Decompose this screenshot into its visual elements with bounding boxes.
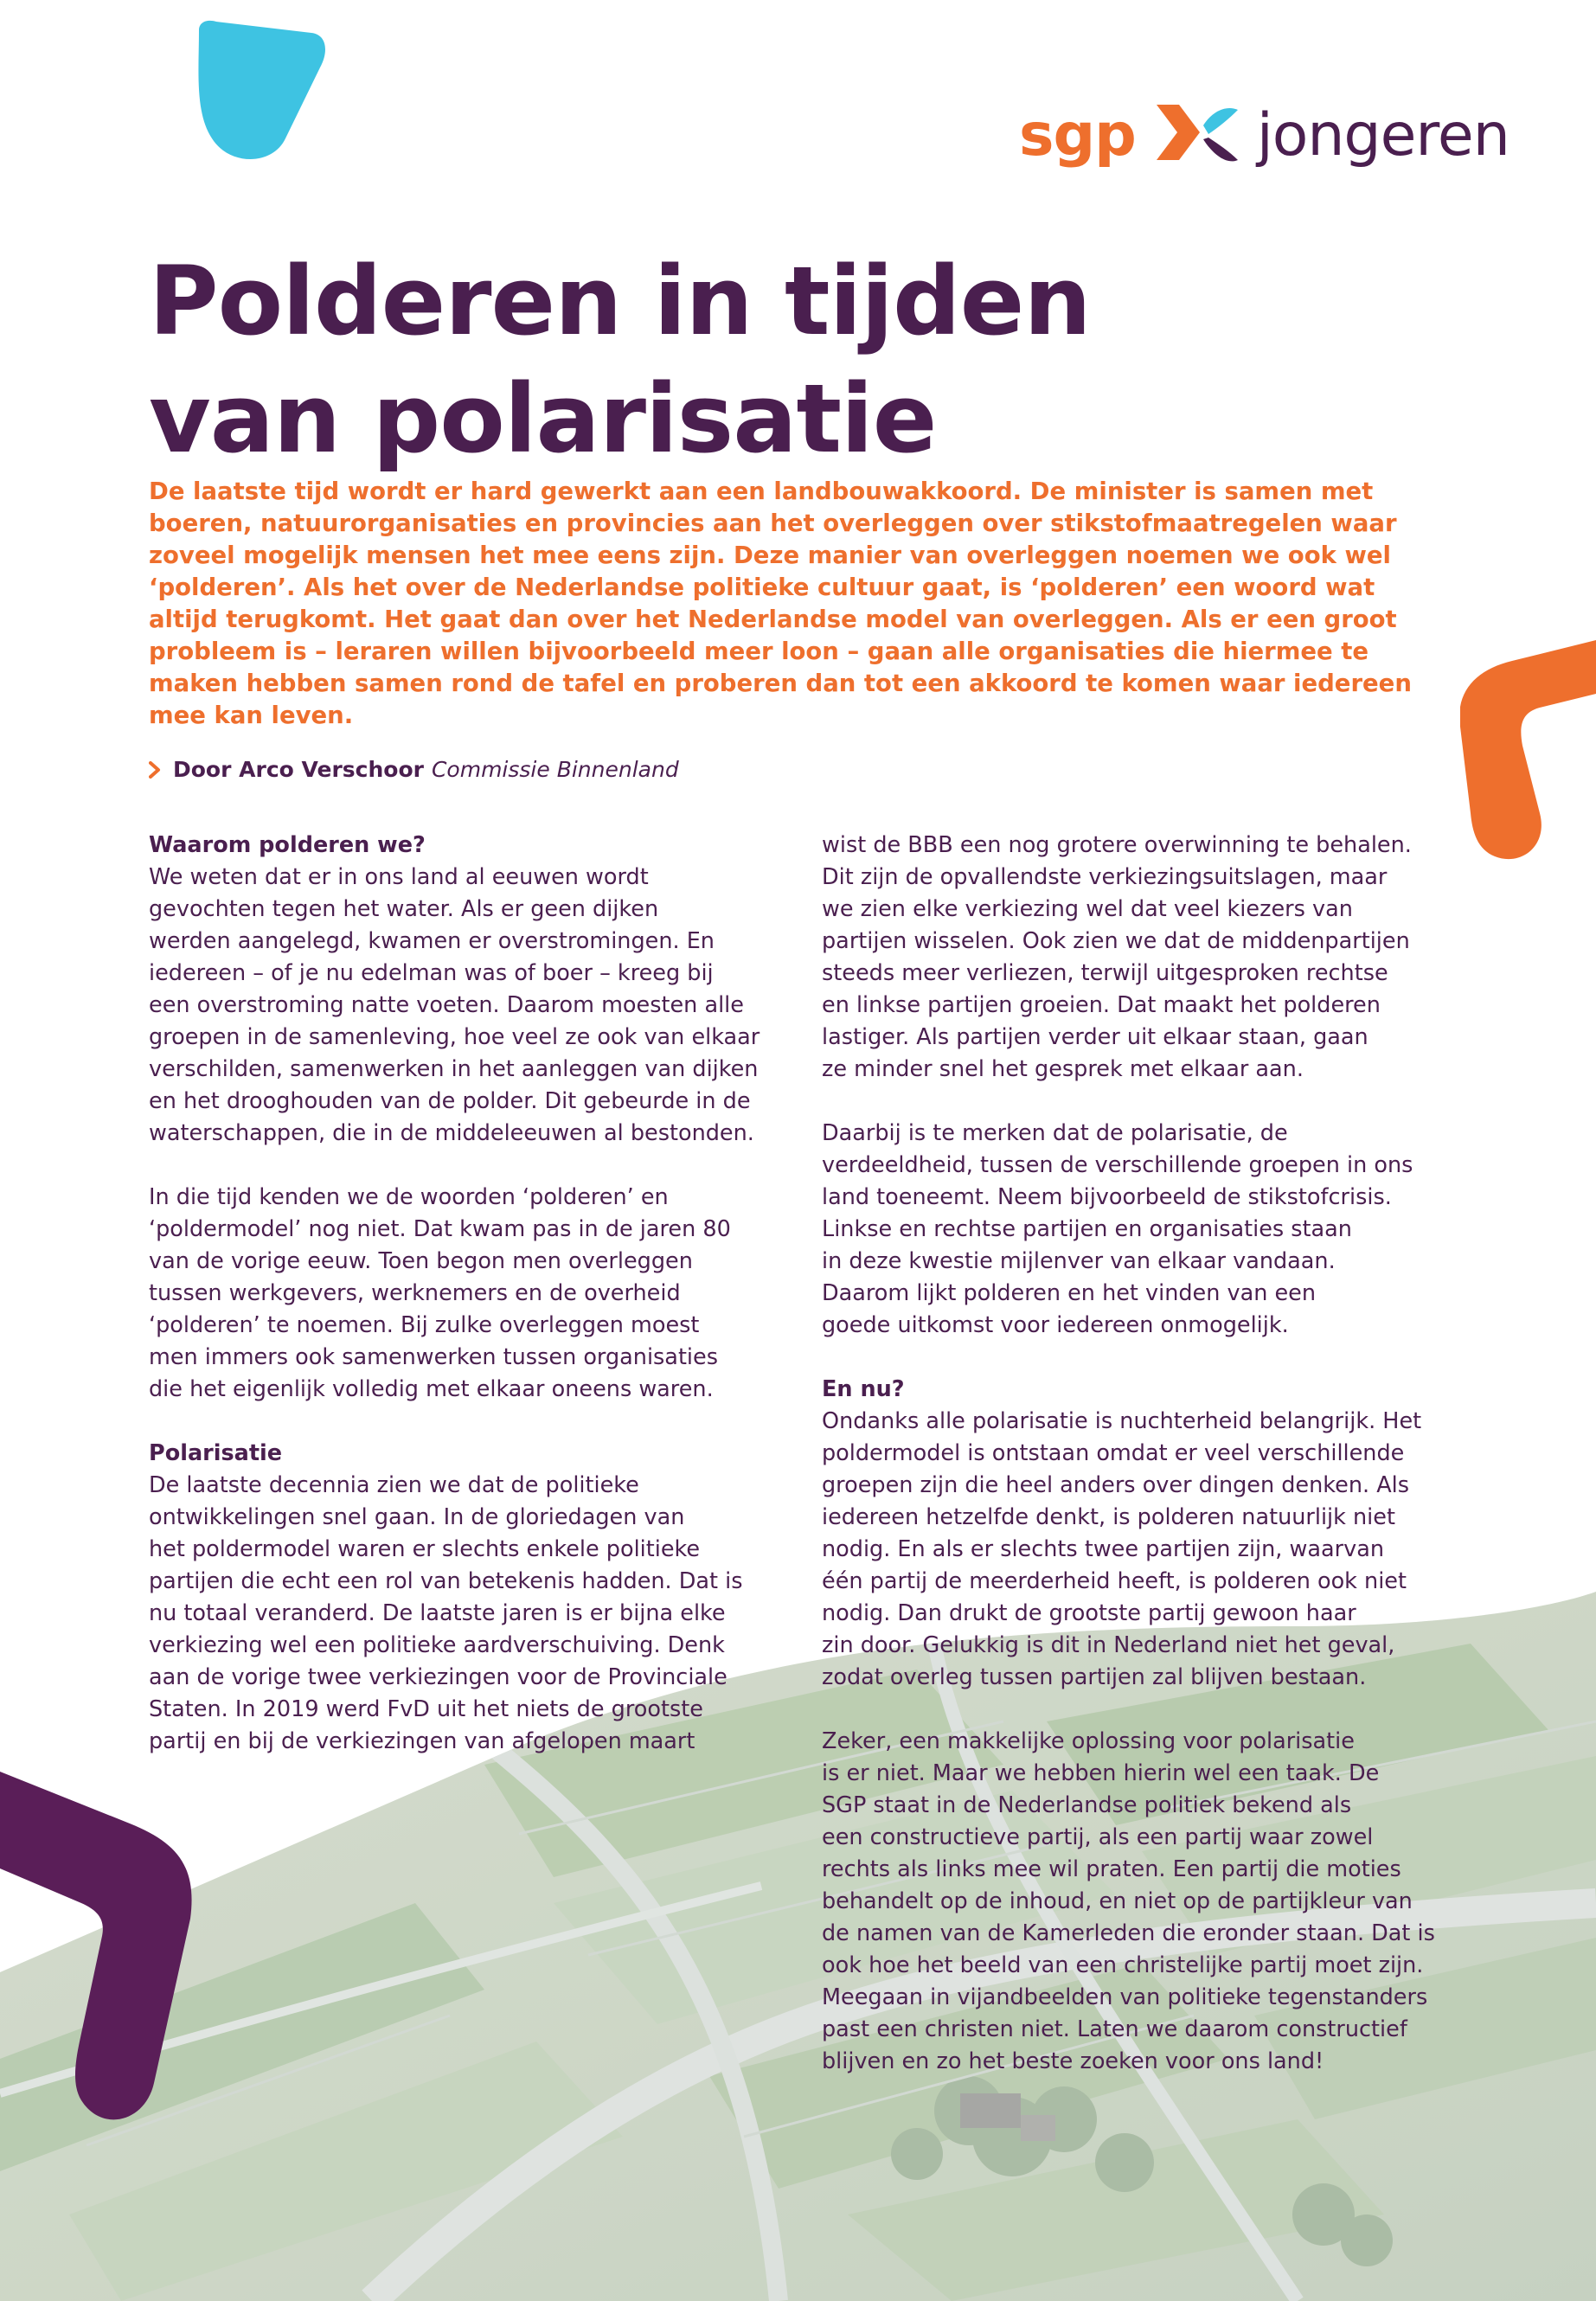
- body-column-left: [149, 830, 806, 1790]
- article-title: [149, 242, 1273, 478]
- paragraph: We weten dat er in ons land al eeuwen wordt gevochten tegen het water. Als er geen dijken werden aangelegd, kwamen er overstromingen. En iedereen – of je nu edelman was of boer – kreeg bij een overstroming natte voeten. Daarom moesten alle groepen in de samenleving, hoe veel ze ook van elkaar verschilden, samenwerken in het aanleggen van dijken en het drooghouden van de polder. Dit gebeurde in de waterschappen, die in de middeleeuwen al bestonden.: [149, 864, 760, 1146]
- paragraph: wist de BBB een nog grotere overwinning te behalen. Dit zijn de opvallendste verkiezingsuitslagen, maar we zien elke verkiezing wel dat veel kiezers van partijen wisselen. Ook zien we dat de middenpartijen steeds meer verliezen, terwijl uitgesproken rechtse en linkse partijen groeien. Dat maakt het polderen lastiger. Als partijen verder uit elkaar staan, gaan ze minder snel het gesprek met elkaar aan.: [822, 832, 1412, 1082]
- chevron-right-icon: [149, 761, 161, 779]
- sgp-jongeren-logo[interactable]: [1019, 97, 1509, 175]
- logo-name-text: jongeren: [1256, 101, 1509, 170]
- section-heading-waarom: Waarom polderen we?: [149, 832, 426, 858]
- paragraph: Zeker, een makkelijke oplossing voor polarisatie is er niet. Maar we hebben hierin wel een taak. De SGP staat in de Nederlandse politiek bekend als een constructieve partij, als een partij waar zowel rechts als links mee wil praten. Een partij die moties behandelt op de inhoud, en niet op de partijkleur van de namen van de Kamerleden die eronder staan. Dat is ook hoe het beeld van een christelijke partij moet zijn. Meegaan in vijandbeelden van politieke tegenstanders past een christen niet. Laten we daarom constructief blijven en zo het beste zoeken voor ons land!: [822, 1728, 1435, 2074]
- article-title-line-1: Polderen in tijden: [149, 246, 1091, 356]
- section-heading-polarisatie: Polarisatie: [149, 1440, 283, 1466]
- purple-decorative-shape: [0, 1772, 195, 2126]
- article-intro: De laatste tijd wordt er hard gewerkt aan een landbouwakkoord. De minister is samen met boeren, natuurorganisaties en provincies aan het overleggen over stikstofmaatregelen waar zoveel mogelijk mensen het mee eens zijn. Deze manier van overleggen noemen we ook wel ‘polderen’. Als het over de Nederlandse politieke cultuur gaat, is ‘polderen’ een woord wat altijd terugkomt. Het gaat dan over het Nederlandse model van overleggen. Als er een groot probleem is – leraren willen bijvoorbeeld meer loon – gaan alle organisaties die hiermee te maken hebben samen rond de tafel en proberen dan tot een akkoord te komen waar iedereen mee kan leven.: [149, 478, 1412, 729]
- body-column-right: [822, 830, 1479, 2110]
- cyan-decorative-shape: [190, 17, 329, 160]
- byline-author: Door Arco Verschoor: [173, 757, 424, 782]
- sgp-cross-mark-icon: [1155, 99, 1241, 172]
- orange-decorative-shape: [1460, 640, 1596, 865]
- logo-brand-text: sgp: [1019, 101, 1136, 170]
- paragraph: Ondanks alle polarisatie is nuchterheid belangrijk. Het poldermodel is ontstaan omdat er veel verschillende groepen zijn die heel anders over dingen denken. Als iedereen hetzelfde denkt, is polderen natuurlijk niet nodig. En als er slechts twee partijen zijn, waarvan één partij de meerderheid heeft, is polderen ook niet nodig. Dan drukt de grootste partij gewoon haar zin door. Gelukkig is dit in Nederland niet het geval, zodat overleg tussen partijen zal blijven bestaan.: [822, 1408, 1422, 1690]
- paragraph: In die tijd kenden we de woorden ‘polderen’ en ‘poldermodel’ nog niet. Dat kwam pas in de jaren 80 van de vorige eeuw. Toen begon men overleggen tussen werkgevers, werknemers en de overheid ‘polderen’ te noemen. Bij zulke overleggen moest men immers ook samenwerken tussen organisaties die het eigenlijk volledig met elkaar oneens waren.: [149, 1184, 731, 1402]
- byline-role: Commissie Binnenland: [431, 757, 679, 782]
- paragraph: Daarbij is te merken dat de polarisatie, de verdeeldheid, tussen de verschillende groepen in ons land toeneemt. Neem bijvoorbeeld de stikstofcrisis. Linkse en rechtse partijen en organisaties staan in deze kwestie mijlenver van elkaar vandaan. Daarom lijkt polderen en het vinden van een goede uitkomst voor iedereen onmogelijk.: [822, 1120, 1413, 1338]
- paragraph: De laatste decennia zien we dat de politieke ontwikkelingen snel gaan. In de gloriedagen van het poldermodel waren er slechts enkele politieke partijen die echt een rol van betekenis hadden. Dat is nu totaal veranderd. De laatste jaren is er bijna elke verkiezing wel een politieke aardverschuiving. Denk aan de vorige twee verkiezingen voor de Provinciale Staten. In 2019 werd FvD uit het niets de grootste partij en bij de verkiezingen van afgelopen maart: [149, 1472, 743, 1754]
- article-title-line-2: van polarisatie: [149, 363, 937, 474]
- section-heading-en-nu: En nu?: [822, 1376, 905, 1402]
- byline: [149, 755, 679, 785]
